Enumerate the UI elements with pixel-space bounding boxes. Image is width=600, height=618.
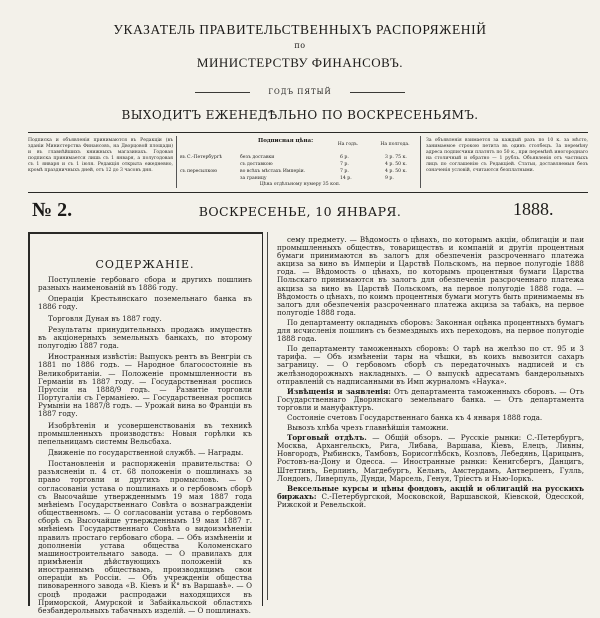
paragraph-text: сему предмету. — Вѣдомость о цѣнахъ, по которымъ акціи, облигаціи и паи промышленныхъ обществъ, товариществъ и компаній и другія процентныя бумаги принимаются въ залогъ для обезпеченія разсроченнаго платежа акциза за вино въ Имперіи и Царствѣ Польскомъ, на первое полугодіе 1888 года. — Вѣдомость о цѣнахъ, по которымъ процентныя бумаги Царства Польскаго принимаются въ залогъ для обезпеченія разсроченнаго платежа акциза за вино въ Царствѣ Польскомъ, на первое полугодіе 1888 года. — Вѣдомость о цѣнахъ, по коимъ процентныя бумаги могутъ быть принимаемы въ залогъ для обезпеченія разсроченнаго платежа акциза за табакъ, на первое полугодіе 1888 года. (277, 235, 584, 317)
price-year: 7 р. (340, 169, 349, 174)
contents-item: Поступленіе гербоваго сбора и другихъ пошлинъ разныхъ наименованій въ 1886 году. (38, 275, 252, 293)
issue-number: № 2. (32, 199, 73, 221)
paragraph-text: Отъ департамента таможенныхъ сборовъ. — Отъ Государственнаго Дворянскаго земельнаго банка. — Отъ департамента торговли и мануфактуръ. (277, 386, 584, 412)
price-half: 4 р. 50 к. (385, 162, 407, 167)
paragraph-text: Вывозъ хлѣба чрезъ главнѣйшія таможни. (287, 423, 449, 433)
journal-subtitle: МИНИСТЕРСТВУ ФИНАНСОВЪ. (196, 55, 404, 70)
body-paragraph (277, 345, 584, 385)
subscription-info (28, 138, 588, 190)
info-divider-right (420, 136, 421, 188)
body-paragraph (277, 414, 584, 422)
paragraph-text: Состояніе счетовъ Государственнаго банка къ 4 января 1888 года. (287, 412, 543, 422)
price-place: въ С.-Петербургѣ (180, 155, 223, 160)
paragraph-heading: Извѣщенія и заявленія: (287, 386, 391, 396)
contents-continuation (277, 236, 584, 511)
contents-item: Торговля Дуная въ 1887 году. (48, 313, 162, 323)
price-row (180, 169, 420, 176)
price-half: 9 р. (385, 176, 394, 181)
price-kind: съ доставкою (240, 162, 273, 167)
body-paragraph (277, 434, 584, 483)
paragraph-text: По департаменту окладныхъ сборовъ: Законная оцѣнка процентныхъ бумагъ для исчисленія пошлинъ съ безмездныхъ ихъ переходовъ, на первое полугодіе 1888 года. (277, 317, 584, 344)
price-half: 3 р. 75 к. (385, 155, 407, 160)
contents-item: Постановленія и распоряженія правительства: О разъясненіи п. 4 ст. 68 положенія о пошлинахъ за право торговли и другихъ промысловъ. — О согласованіи устава о пошлинахъ и о гербовомъ сборѣ съ Высочайше утвержденнымъ 19 мая 1887 года мнѣніемъ Государственнаго Совѣта о вознагражденіи общественномъ. — О согласованіи устава о гербовомъ сборѣ съ Высочайше утвержденнымъ 19 мая 1887 г. мнѣніемъ Государственнаго Совѣта о видоизмѣненіи правилъ простаго гербоваго сбора. — Объ измѣненіи и дополненіи устава общества Коломенскаго машиностроительнаго завода. — О правилахъ для примѣненія дѣйствующихъ положеній къ иностраннымъ обществамъ, производящимъ свои операціи въ Россіи. — Объ учрежденіи общества пивоваренного завода «В. Кіевъ и К° въ Варшавѣ». — О сроцѣ продажи распродажи находящихся въ Приморской, Амурской и Забайкальской областяхъ безбандерольныхъ табачныхъ изделій. — О пошлинахъ. (38, 459, 252, 615)
price-year: 14 р. (340, 176, 352, 181)
contents-item: Результаты принудительныхъ продажъ имуществъ въ акціонерныхъ земельныхъ банкахъ, по второму полугодію 1887 года. (38, 324, 252, 351)
column-divider (267, 232, 268, 600)
publication-year-label: ГОДЪ ПЯТЫЙ (195, 88, 405, 96)
price-row (180, 155, 420, 162)
header-rule-bottom (28, 192, 588, 193)
body-paragraph (277, 319, 584, 343)
price-row (180, 162, 420, 169)
frequency-line: ВЫХОДИТЪ ЕЖЕНЕДѢЛЬНО ПО ВОСКРЕСЕНЬЯМЪ. (121, 108, 479, 122)
body-paragraph (277, 424, 584, 432)
contents-item: Движеніе по государственной службѣ. — Награды. (48, 447, 244, 457)
price-table-title: Подписная цѣна: (258, 138, 314, 144)
paragraph-text: — Общій обзоръ. — Русскіе рынки: С.-Петербургъ, Москва, Архангельскъ, Рига, Либава, Варшава, Кіевъ, Елецъ, Ливны, Новгородъ, Рыбинскъ, Тамбовъ, Борисоглѣбскъ, Козловъ, Лебедянь, Царицынъ, Ростовъ-на-Дону и Одесса. — Иностранные рынки: Кенигсбергъ, Данцигъ, Штеттинъ, Берлинъ, Магдебургъ, Кельнъ, Амстердамъ, Антверпенъ, Гулль, Лондонъ, Ливерпуль, Дунди, Марсель, Генуя, Тріестъ и Нью-Іоркъ. (277, 433, 584, 483)
issue-year: 1888. (513, 199, 554, 219)
contents-list (38, 276, 252, 618)
paragraph-text: По департаменту таможенныхъ сборовъ: О тарѣ на желѣзо по ст. 95 и 3 тарифа. — Объ измѣненіи тары на чѣшки, въ коихъ вывозится сахаръ заграницу. — О гербовомъ сборѣ съ передаточныхъ надписей и съ желѣзнодорожныхъ накладныхъ. — О выпускѣ адресатамъ бандерольныхъ отправленій съ надписанными въ Имп журналомъ «Наука». (277, 344, 584, 386)
price-place: съ пересылкою (180, 169, 218, 174)
header-rule-top (28, 132, 588, 133)
contents-heading: СОДЕРЖАНІЕ. (95, 258, 195, 271)
issue-date: ВОСКРЕСЕНЬЕ, 10 ЯНВАРЯ. (198, 204, 402, 219)
info-divider-left (176, 136, 177, 188)
body-paragraph (277, 236, 584, 317)
price-year: 6 р. (340, 155, 349, 160)
price-col-year: На годъ. (337, 142, 359, 147)
paragraph-text: С.-Петербургской, Московской, Варшавской, Кіевской, Одесской, Рижской и Ревельской. (277, 491, 584, 509)
body-paragraph (277, 388, 584, 412)
journal-title: УКАЗАТЕЛЬ ПРАВИТЕЛЬСТВЕННЫХЪ РАСПОРЯЖЕНІЙ (113, 22, 487, 37)
price-kind: безъ доставки (240, 155, 275, 160)
contents-item: Изобрѣтенія и усовершенствованія въ техникѣ промышленныхъ производствъ: Новыя горѣлки къ пепельницамъ системы Вельсбаха. (38, 420, 252, 446)
subscription-terms: Подписка и объявленія принимаются въ Редакціи (въ зданіи Министерства Финансовъ, на Дворцовой площади) и въ главнѣйшихъ книжныхъ магазинахъ. Годовая подписка принимается лишь съ 1 января, а полугодовая съ 1 января и съ 1 іюля. Редакція открыта ежедневно, кромѣ праздничныхъ дней, отъ 12 до 3 часовъ дня. (28, 138, 173, 173)
paragraph-heading: Торговый отдѣлъ. (287, 433, 367, 443)
price-col-half: На полгода. (380, 142, 410, 147)
single-issue-price: Цѣна отдѣльному нумеру 35 коп. (259, 182, 341, 187)
contents-item: Операціи Крестьянскаго поземельнаго банка въ 1886 году. (38, 294, 252, 312)
contents-item: Иностранныя извѣстія: Выпускъ рентъ въ Венгріи съ 1881 по 1886 годъ. — Народное благосостояніе въ Великобританіи. — Положеніе промышленности въ Германіи въ 1887 году. — Государственная роспись Пруссіи на 1888/9 годъ. — Развитіе торговли Португаліи съ Германіею. — Государственная роспись Румыніи на 1887/8 годъ. — Урожай вина во Франціи въ 1887 году. (38, 352, 252, 419)
advertising-terms: За объявленія взимается за каждый разъ по 10 к. за мѣсто, занимаемое строкою петита въ одинъ столбецъ. За перемѣну адреса подписчики платятъ по 50 к., при перемѣнѣ иногороднаго на столичный и обратно — 1 рубль. Объявленія отъ частныхъ лицъ по соглашенію съ Редакціей. Статьи, доставляемыя безъ означенія условій, считаются безплатными. (426, 138, 588, 173)
body-paragraph (277, 485, 584, 509)
price-kind: во всѣхъ мѣстахъ Имперіи. (240, 169, 306, 174)
paragraph-heading: Вексельные курсы и цѣны фондовъ, акцій и облигацій на русскихъ биржахъ: (277, 483, 584, 501)
price-half: 4 р. 50 к. (385, 169, 407, 174)
journal-title-preposition: по (294, 41, 306, 50)
price-year: 7 р. (340, 162, 349, 167)
price-kind: за границу (240, 176, 267, 181)
